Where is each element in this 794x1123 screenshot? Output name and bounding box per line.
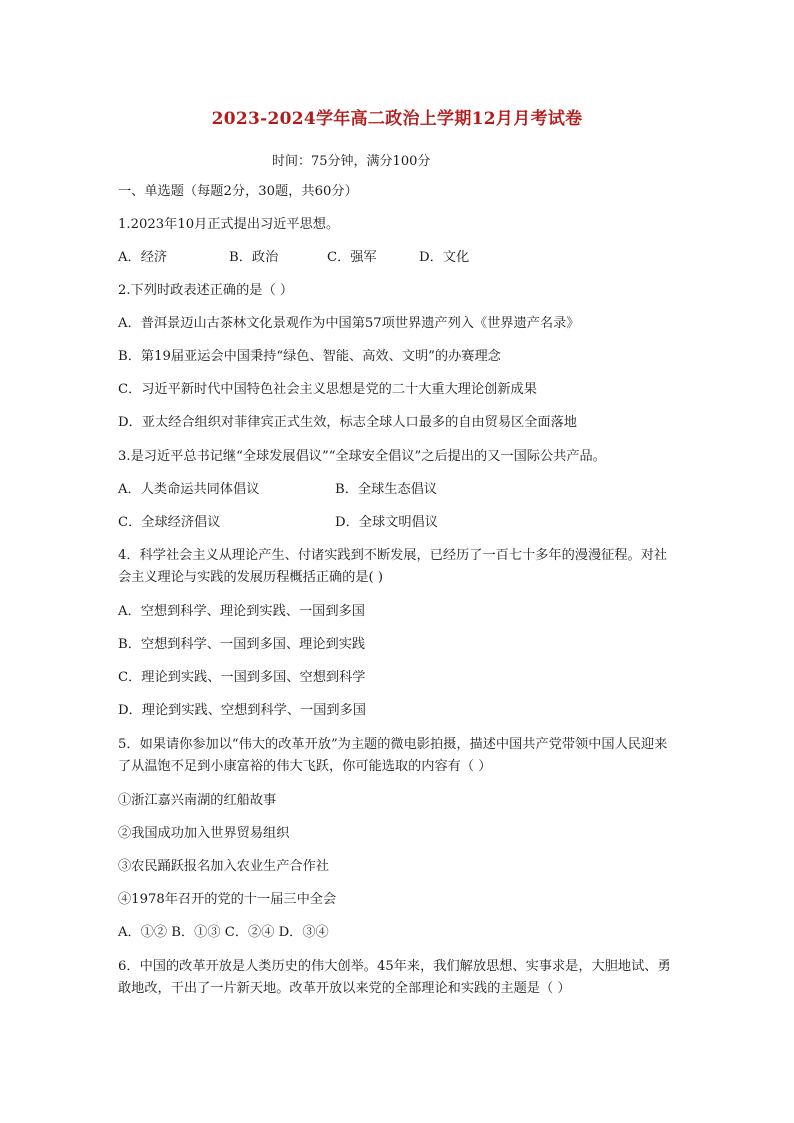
question-5-item-3: ③农民踊跃报名加入农业生产合作社 [118,859,329,874]
question-2-stem: 2.下列时政表述正确的是（ ） [118,283,294,298]
question-1-option-d: D．文化 [419,250,470,265]
question-3-option-b: B．全球生态倡议 [335,482,438,497]
question-5-answer-line: A．①② B．①③ C．②④ D．③④ [118,925,329,940]
question-2-option-a: A．普洱景迈山古茶林文化景观作为中国第57项世界遗产列入《世界遗产名录》 [118,316,580,331]
question-3-stem: 3.是习近平总书记继“全球发展倡议”“全球安全倡议”之后提出的又一国际公共产品。 [118,449,606,464]
question-3-option-d: D．全球文明倡议 [335,515,438,530]
question-2-option-c: C．习近平新时代中国特色社会主义思想是党的二十大重大理论创新成果 [118,382,537,397]
question-5-stem: 5．如果请你参加以“伟大的改革开放”为主题的微电影拍摄，描述中国共产党带领中国人民迎来了从温饱不足到小康富裕的伟大飞跃，你可能选取的内容有（ ） [118,737,668,774]
question-3-options-row-2 [118,512,438,534]
question-1-stem: 1.2023年10月正式提出习近平思想。 [118,217,340,232]
question-4-option-a: A．空想到科学、理论到实践、一国到多国 [118,604,365,619]
question-5-item-1: ①浙江嘉兴南湖的红船故事 [118,793,277,808]
question-1-options [118,247,469,269]
exam-subtitle: 时间：75分钟，满分100分 [272,154,431,169]
exam-title: 2023-2024学年高二政治上学期12月月考试卷 [211,109,583,129]
question-5-item-2: ②我国成功加入世界贸易组织 [118,826,290,841]
question-2-option-b: B．第19届亚运会中国秉持“绿色、智能、高效、文明”的办赛理念 [118,349,501,364]
question-3-option-c: C．全球经济倡议 [118,515,221,530]
question-1-option-c: C．强军 [327,250,377,265]
question-1-option-b: B．政治 [229,250,279,265]
question-3-options-row-1 [118,479,437,501]
question-4-stem: 4．科学社会主义从理论产生、付诸实践到不断发展，已经历了一百七十多年的漫漫征程。对社会主义理论与实践的发展历程概括正确的是( ) [118,548,668,585]
question-3-option-a: A．人类命运共同体倡议 [118,482,260,497]
question-4-option-d: D．理论到实践、空想到科学、一国到多国 [118,703,366,718]
question-4-option-c: C．理论到实践、一国到多国、空想到科学 [118,670,366,685]
question-6-stem: 6．中国的改革开放是人类历史的伟大创举。45年来，我们解放思想、实事求是，大胆地试、勇敢地改，干出了一片新天地。改革开放以来党的全部理论和实践的主题是（ ） [118,959,671,996]
question-5-item-4: ④1978年召开的党的十一届三中全会 [118,892,337,907]
question-1-option-a: A．经济 [118,250,168,265]
question-2-option-d: D．亚太经合组织对菲律宾正式生效，标志全球人口最多的自由贸易区全面落地 [118,415,577,430]
section-heading: 一、单选题（每题2分，30题，共60分） [118,184,358,199]
question-4-option-b: B．空想到科学、一国到多国、理论到实践 [118,637,366,652]
